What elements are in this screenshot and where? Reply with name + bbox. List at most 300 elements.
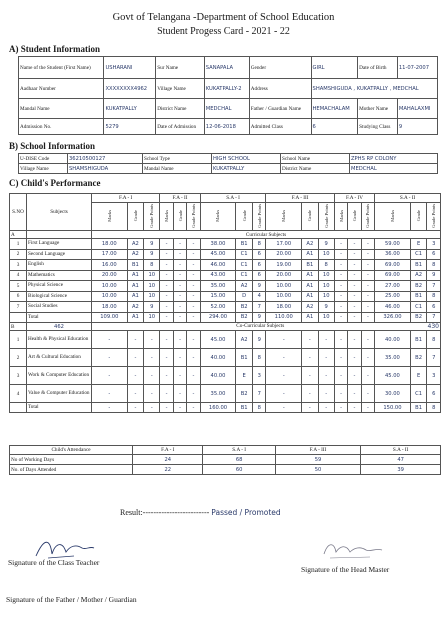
score-cell: 8 (427, 260, 441, 271)
row-subject: Mathematics (27, 270, 92, 281)
score-cell: 36.00 (375, 249, 411, 260)
sub-column-header (253, 203, 266, 231)
score-cell: 8 (253, 403, 266, 413)
score-cell: - (173, 260, 186, 271)
attendance-value: 59 (275, 455, 360, 465)
score-cell: B1 (236, 239, 253, 250)
score-cell: B1 (410, 291, 427, 302)
assessment-group-header: F.A - I (92, 194, 160, 203)
result-line (120, 508, 281, 517)
student-field-label: Admission No. (19, 119, 104, 135)
score-cell: 10 (318, 281, 334, 292)
sub-column-header (348, 203, 361, 231)
score-cell: - (160, 403, 173, 413)
row-sno: 4 (10, 270, 27, 281)
sub-column-label: Marks (389, 209, 395, 222)
section-title: Curricular Subjects (92, 231, 441, 239)
student-field-label: Mother Name (358, 99, 398, 119)
score-cell: A2 (236, 331, 253, 349)
score-cell: E (236, 367, 253, 385)
school-name-label: School Name (281, 154, 350, 164)
score-cell: - (160, 281, 173, 292)
score-cell: - (334, 367, 347, 385)
score-cell: B1 (410, 403, 427, 413)
score-cell: 10 (318, 291, 334, 302)
student-field-value: SANAPALA (204, 57, 249, 79)
score-cell: - (361, 367, 374, 385)
score-cell: A2 (236, 281, 253, 292)
udise-value: 36210500127 (68, 154, 143, 164)
score-cell: 7 (253, 385, 266, 403)
head-master-signature (320, 538, 390, 562)
row-subject: Total (27, 312, 92, 323)
score-cell: 8 (318, 260, 334, 271)
row-sno: 4 (10, 385, 27, 403)
score-cell: - (173, 281, 186, 292)
sub-column-header (187, 203, 200, 231)
student-field-label: Village Name (156, 79, 205, 99)
score-cell: - (187, 349, 200, 367)
student-field-value: 12-06-2018 (204, 119, 249, 135)
score-cell: 20.00 (266, 249, 302, 260)
score-cell: 6 (253, 260, 266, 271)
score-cell: 10 (144, 270, 160, 281)
score-cell: 30.00 (375, 385, 411, 403)
col-sno: S.NO (10, 194, 27, 231)
score-cell: 69.00 (375, 260, 411, 271)
score-cell: - (348, 403, 361, 413)
score-cell: 9 (144, 249, 160, 260)
score-cell: B2 (410, 281, 427, 292)
sub-column-header (361, 203, 374, 231)
row-subject: Health & Physical Education (27, 331, 92, 349)
row-sno: 7 (10, 302, 27, 313)
score-cell: - (160, 270, 173, 281)
sub-column-header (200, 203, 236, 231)
score-cell: 6 (427, 385, 441, 403)
score-cell: 27.00 (375, 281, 411, 292)
score-cell: 10.00 (266, 281, 302, 292)
score-cell: - (173, 331, 186, 349)
score-cell: A1 (127, 291, 144, 302)
score-cell: - (187, 239, 200, 250)
attendance-col-header: F.A - III (275, 446, 360, 455)
table-row (10, 291, 441, 302)
score-cell: 18.00 (92, 302, 128, 313)
score-cell: - (302, 349, 319, 367)
score-cell: 43.00 (200, 270, 236, 281)
score-cell: C1 (236, 270, 253, 281)
score-cell: B1 (127, 260, 144, 271)
sub-column-header (318, 203, 334, 231)
attendance-col-header: S.A - II (361, 446, 441, 455)
score-cell: E (410, 239, 427, 250)
score-cell: 45.00 (200, 249, 236, 260)
score-cell: - (334, 270, 347, 281)
score-cell: 10 (318, 312, 334, 323)
row-sno: 6 (10, 291, 27, 302)
score-cell: - (144, 385, 160, 403)
section-letter: A (10, 231, 27, 239)
mandal-label: Mandal Name (143, 164, 212, 174)
table-row (10, 249, 441, 260)
sub-column-label: Marks (338, 209, 344, 222)
score-cell: - (318, 331, 334, 349)
sub-column-label: Marks (281, 209, 287, 222)
score-cell: - (361, 302, 374, 313)
score-cell: 46.00 (200, 260, 236, 271)
student-field-value: 6 (311, 119, 358, 135)
score-cell: - (266, 403, 302, 413)
assessment-group-header: S.A - II (375, 194, 441, 203)
score-cell: - (348, 367, 361, 385)
score-cell: - (318, 403, 334, 413)
score-cell: 18.00 (92, 239, 128, 250)
student-field-value: 5279 (104, 119, 156, 135)
score-cell: 294.00 (200, 312, 236, 323)
header-department: Govt of Telangana -Department of School Education (112, 12, 335, 23)
district-value: MEDCHAL (350, 164, 438, 174)
row-sno: 1 (10, 239, 27, 250)
score-cell: 6 (427, 302, 441, 313)
score-cell: 38.00 (200, 239, 236, 250)
score-cell: 16.00 (92, 260, 128, 271)
score-cell: - (187, 403, 200, 413)
score-cell: 9 (144, 239, 160, 250)
score-cell: - (92, 385, 128, 403)
score-cell: - (173, 312, 186, 323)
attendance-value: 47 (361, 455, 441, 465)
score-cell: - (361, 385, 374, 403)
row-subject: First Language (27, 239, 92, 250)
student-field-label: Name of the Student (First Name) (19, 57, 104, 79)
score-cell: A1 (302, 281, 319, 292)
score-cell: - (92, 331, 128, 349)
attendance-value: 39 (361, 465, 441, 475)
score-cell: 15.00 (200, 291, 236, 302)
score-cell: 46.00 (375, 302, 411, 313)
attendance-row (10, 465, 441, 475)
attendance-value: 50 (275, 465, 360, 475)
score-cell: C1 (410, 385, 427, 403)
table-row (10, 385, 441, 403)
score-cell: - (318, 349, 334, 367)
score-cell: 7 (253, 302, 266, 313)
row-sno: 2 (10, 349, 27, 367)
score-cell: - (334, 239, 347, 250)
score-cell: 17.00 (266, 239, 302, 250)
school-type-value: HIGH SCHOOL (212, 154, 281, 164)
score-cell: 8 (144, 260, 160, 271)
score-cell: - (266, 385, 302, 403)
head-master-signature-label: Signature of the Head Master (301, 565, 390, 574)
score-cell: 10 (144, 312, 160, 323)
score-cell: B2 (236, 302, 253, 313)
score-cell: 9 (427, 270, 441, 281)
score-cell: - (187, 302, 200, 313)
score-cell: B2 (236, 312, 253, 323)
sub-column-label: Grade (132, 209, 138, 222)
score-cell: 18.00 (266, 302, 302, 313)
student-field-value: XXXXXXXX4962 (104, 79, 156, 99)
performance-table (9, 193, 441, 413)
score-cell: - (187, 385, 200, 403)
score-cell: - (334, 349, 347, 367)
sub-column-header (302, 203, 319, 231)
student-field-label: Sur Name (156, 57, 205, 79)
score-cell: B2 (410, 312, 427, 323)
sub-column-label: Grade (416, 209, 422, 222)
score-cell: 35.00 (375, 349, 411, 367)
assessment-group-header: F.A - II (160, 194, 200, 203)
result-value: Passed / Promoted (211, 508, 281, 517)
student-field-label: Studying Class (358, 119, 398, 135)
row-subject: Physical Science (27, 281, 92, 292)
score-cell: - (318, 385, 334, 403)
attendance-title: Child's Attendance (10, 446, 133, 455)
sub-column-label: Grade Points (431, 203, 437, 228)
score-cell: 25.00 (375, 291, 411, 302)
score-cell: - (160, 331, 173, 349)
score-cell: 7 (427, 281, 441, 292)
score-cell: 150.00 (375, 403, 411, 413)
score-cell: 7 (427, 349, 441, 367)
score-cell: A1 (302, 249, 319, 260)
score-cell: A1 (302, 312, 319, 323)
student-field-value: 11-07-2007 (397, 57, 437, 79)
student-field-label: Address (249, 79, 311, 99)
student-field-value: 9 (397, 119, 437, 135)
sub-column-label: Grade Points (365, 203, 371, 228)
student-field-label: Gender (249, 57, 311, 79)
score-cell: - (334, 312, 347, 323)
performance-heading: C) Child's Performance (9, 178, 101, 188)
score-cell: 9 (253, 281, 266, 292)
score-cell: 160.00 (200, 403, 236, 413)
score-cell: A1 (127, 312, 144, 323)
sub-column-header (266, 203, 302, 231)
score-cell: 109.00 (92, 312, 128, 323)
score-cell: - (160, 367, 173, 385)
score-cell: A1 (302, 291, 319, 302)
score-cell: C1 (236, 260, 253, 271)
table-row (10, 349, 441, 367)
score-cell: - (334, 291, 347, 302)
sub-column-header (144, 203, 160, 231)
score-cell: - (160, 302, 173, 313)
score-cell: - (302, 367, 319, 385)
student-field-label: Father / Guardian Name (249, 99, 311, 119)
score-cell: A2 (302, 239, 319, 250)
sub-column-header (160, 203, 173, 231)
row-subject: Art & Cultural Education (27, 349, 92, 367)
score-cell: - (160, 312, 173, 323)
score-cell: - (144, 367, 160, 385)
score-cell: - (334, 385, 347, 403)
score-cell: - (302, 403, 319, 413)
village-label: Village Name (19, 164, 68, 174)
score-cell: - (318, 367, 334, 385)
attendance-col-header: S.A - I (203, 446, 275, 455)
table-row (10, 270, 441, 281)
score-cell: B1 (302, 260, 319, 271)
score-cell: B1 (410, 260, 427, 271)
score-cell: - (266, 331, 302, 349)
row-subject: Work & Computer Education (27, 367, 92, 385)
score-cell: - (173, 349, 186, 367)
score-cell: - (266, 349, 302, 367)
attendance-row-label: No. of Days Attended (10, 465, 133, 475)
score-cell: - (361, 270, 374, 281)
score-cell: 20.00 (92, 270, 128, 281)
sub-column-label: Marks (164, 209, 170, 222)
school-type-label: School Type (143, 154, 212, 164)
score-cell: - (348, 281, 361, 292)
section-note-2: 430 (427, 323, 439, 330)
score-cell: 8 (253, 349, 266, 367)
score-cell: 10 (144, 281, 160, 292)
parent-signature-label: Signature of the Father / Mother / Guardian (6, 595, 137, 604)
score-cell: - (348, 260, 361, 271)
score-cell: - (173, 385, 186, 403)
score-cell: - (187, 281, 200, 292)
score-cell: - (187, 312, 200, 323)
sub-column-label: Grade Points (256, 203, 262, 228)
student-field-value: SHAMSHIGUDA , KUKATPALLY , MEDCHAL (311, 79, 437, 99)
table-row (10, 403, 441, 413)
school-info-table (18, 153, 438, 174)
score-cell: - (187, 270, 200, 281)
col-subjects: Subjects (27, 194, 92, 231)
row-sno: 2 (10, 249, 27, 260)
score-cell: - (348, 239, 361, 250)
score-cell: - (127, 385, 144, 403)
student-info-heading: A) Student Information (9, 44, 101, 54)
class-teacher-signature-label: Signature of the Class Teacher (8, 558, 100, 567)
score-cell: - (348, 270, 361, 281)
sub-column-header (427, 203, 441, 231)
score-cell: - (144, 349, 160, 367)
score-cell: - (334, 260, 347, 271)
sub-column-label: Grade Points (323, 203, 329, 228)
score-cell: 45.00 (200, 331, 236, 349)
score-cell: - (361, 260, 374, 271)
sub-column-label: Marks (215, 209, 221, 222)
score-cell: 40.00 (200, 367, 236, 385)
score-cell: - (127, 331, 144, 349)
score-cell: - (302, 331, 319, 349)
score-cell: - (334, 302, 347, 313)
score-cell: 10 (318, 249, 334, 260)
table-row (10, 281, 441, 292)
header-card-title: Student Progess Card - 2021 - 22 (157, 26, 290, 37)
score-cell: 10.00 (266, 291, 302, 302)
score-cell: - (160, 239, 173, 250)
score-cell: 8 (427, 331, 441, 349)
score-cell: B1 (410, 331, 427, 349)
score-cell: 6 (253, 249, 266, 260)
section-letter: B (10, 323, 27, 331)
sub-column-label: Grade (241, 209, 247, 222)
score-cell: 3 (427, 367, 441, 385)
row-sno: 3 (10, 367, 27, 385)
score-cell: 3 (253, 367, 266, 385)
score-cell: - (361, 349, 374, 367)
attendance-row (10, 455, 441, 465)
assessment-group-header: F.A - IV (334, 194, 374, 203)
student-field-label: Aadhaar Number (19, 79, 104, 99)
section-note (27, 231, 92, 239)
attendance-value: 68 (203, 455, 275, 465)
sub-column-label: Marks (106, 209, 112, 222)
score-cell: A1 (302, 270, 319, 281)
mandal-value: KUKATPALLY (212, 164, 281, 174)
sub-column-label: Grade (307, 209, 313, 222)
student-field-value: MEDCHAL (204, 99, 249, 119)
score-cell: 8 (253, 239, 266, 250)
score-cell: - (173, 249, 186, 260)
score-cell: - (348, 385, 361, 403)
attendance-table (9, 445, 441, 475)
score-cell: - (334, 331, 347, 349)
score-cell: - (187, 291, 200, 302)
table-row (10, 367, 441, 385)
score-cell: - (361, 291, 374, 302)
village-value: SHAMSHIGUDA (68, 164, 143, 174)
score-cell: 69.00 (375, 270, 411, 281)
score-cell: 8 (427, 291, 441, 302)
score-cell: - (160, 349, 173, 367)
student-field-label: Admitted Class (249, 119, 311, 135)
student-field-label: District Name (156, 99, 205, 119)
score-cell: - (144, 403, 160, 413)
score-cell: 19.00 (266, 260, 302, 271)
student-field-label: Date of Birth (358, 57, 398, 79)
score-cell: B2 (410, 349, 427, 367)
score-cell: 326.00 (375, 312, 411, 323)
score-cell: 10.00 (92, 281, 128, 292)
score-cell: - (334, 281, 347, 292)
result-label: Result:------------------------- (120, 508, 210, 517)
score-cell: 9 (318, 302, 334, 313)
score-cell: A1 (127, 281, 144, 292)
score-cell: - (348, 291, 361, 302)
score-cell: - (92, 367, 128, 385)
section-title: Co-Curricular Subjects 430 (92, 323, 441, 331)
table-row (10, 302, 441, 313)
score-cell: 6 (427, 249, 441, 260)
student-field-value: USHARANI (104, 57, 156, 79)
score-cell: B1 (236, 349, 253, 367)
score-cell: - (266, 367, 302, 385)
score-cell: - (92, 349, 128, 367)
score-cell: - (173, 291, 186, 302)
school-name-value: ZPHS RP COLONY (350, 154, 438, 164)
district-label: District Name (281, 164, 350, 174)
attendance-value: 24 (133, 455, 203, 465)
score-cell: 9 (144, 302, 160, 313)
score-cell: 9 (318, 239, 334, 250)
score-cell: - (173, 270, 186, 281)
score-cell: - (127, 403, 144, 413)
student-info-table (18, 56, 438, 135)
attendance-value: 22 (133, 465, 203, 475)
student-field-value: KUKATPALLY (104, 99, 156, 119)
score-cell: 110.00 (266, 312, 302, 323)
score-cell: - (160, 249, 173, 260)
student-field-value: GIRL (311, 57, 358, 79)
score-cell: A2 (302, 302, 319, 313)
